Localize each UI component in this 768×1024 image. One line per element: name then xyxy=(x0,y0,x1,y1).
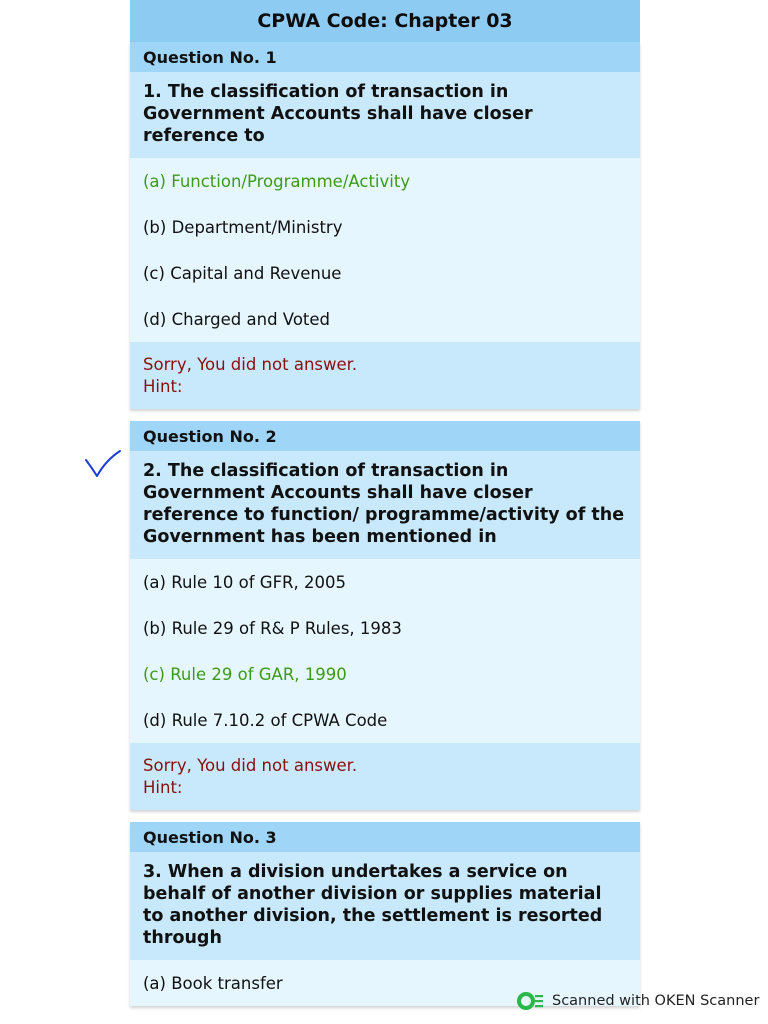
question-card-2 xyxy=(130,421,640,810)
option-a[interactable]: (a) Rule 10 of GFR, 2005 xyxy=(143,572,347,592)
question-text: 3. When a division undertakes a service on behalf of another division or supplies material to another division, the settlement is resorted through xyxy=(130,852,640,960)
quiz-sheet xyxy=(130,0,640,993)
question-number: Question No. 1 xyxy=(130,42,640,72)
option-b[interactable]: (b) Department/Ministry xyxy=(143,217,343,237)
hint-label: Hint: xyxy=(143,778,183,797)
hint-label: Hint: xyxy=(143,377,183,396)
scanner-label: Scanned with OKEN Scanner xyxy=(552,993,760,1009)
option-b[interactable]: (b) Rule 29 of R& P Rules, 1983 xyxy=(143,618,402,638)
answer-feedback xyxy=(130,743,640,810)
option-d[interactable]: (d) Rule 7.10.2 of CPWA Code xyxy=(143,710,388,730)
question-text: 2. The classification of transaction in Government Accounts shall have closer reference to function/ programme/activity of the Government has been mentioned in xyxy=(130,451,640,559)
options-list xyxy=(130,559,640,743)
question-card-1 xyxy=(130,42,640,409)
feedback-text: Sorry, You did not answer. xyxy=(143,756,358,775)
oken-scanner-logo-icon xyxy=(516,991,544,1011)
option-a[interactable]: (a) Book transfer xyxy=(143,973,283,993)
question-number: Question No. 3 xyxy=(130,822,640,852)
question-card-3 xyxy=(130,822,640,1006)
option-c[interactable]: (c) Rule 29 of GAR, 1990 xyxy=(143,664,347,684)
handwritten-checkmark-icon xyxy=(84,448,122,480)
option-d[interactable]: (d) Charged and Voted xyxy=(143,309,331,329)
option-c[interactable]: (c) Capital and Revenue xyxy=(143,263,342,283)
scanner-watermark xyxy=(516,990,759,1012)
answer-feedback xyxy=(130,342,640,409)
page-title: CPWA Code: Chapter 03 xyxy=(130,0,640,42)
question-number: Question No. 2 xyxy=(130,421,640,451)
option-a[interactable]: (a) Function/Programme/Activity xyxy=(143,171,411,191)
feedback-text: Sorry, You did not answer. xyxy=(143,355,358,374)
options-list xyxy=(130,158,640,342)
question-text: 1. The classification of transaction in Government Accounts shall have closer reference to xyxy=(130,72,640,158)
